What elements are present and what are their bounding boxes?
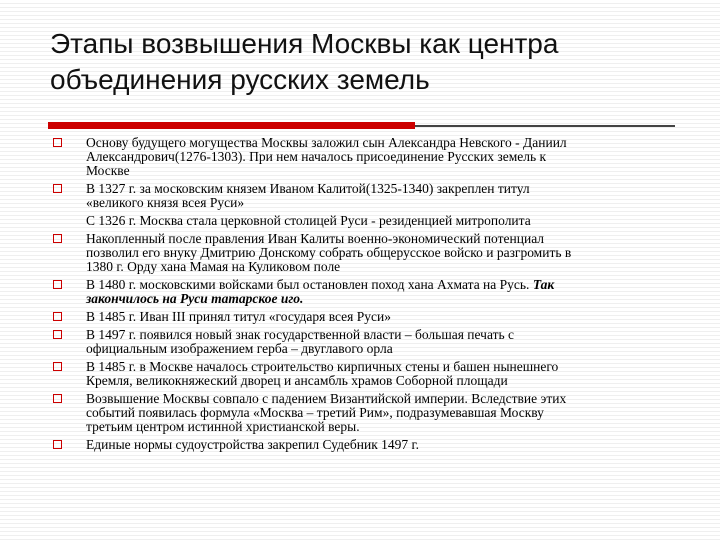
list-item-9 xyxy=(52,392,672,434)
square-bullet-icon xyxy=(53,138,62,147)
item-text-line: официальным изображением герба – двуглавого орла xyxy=(86,341,393,356)
list-item-7 xyxy=(52,328,672,356)
item-text-line: Москве xyxy=(86,163,130,178)
item-text-line xyxy=(86,278,672,292)
square-bullet-icon xyxy=(53,312,62,321)
list-item-2 xyxy=(52,182,672,210)
item-text-line: Возвышение Москвы совпало с падением Византийской империи. Вследствие этих xyxy=(86,391,567,406)
item-text-line: 1380 г. Орду хана Мамая на Куликовом поле xyxy=(86,259,341,274)
list-item-10 xyxy=(52,438,672,452)
list-item-1 xyxy=(52,136,672,178)
item-text-line: событий появилась формула «Москва – третий Рим», подразумевавшая Москву xyxy=(86,405,544,420)
square-bullet-icon xyxy=(53,362,62,371)
square-bullet-icon xyxy=(53,184,62,193)
item-text-line: В 1485 г. в Москве началось строительство кирпичных стены и башен нынешнего xyxy=(86,359,559,374)
item-text-line: Единые нормы судоустройства закрепил Судебник 1497 г. xyxy=(86,437,419,452)
square-bullet-icon xyxy=(53,394,62,403)
item-text-line: В 1497 г. появился новый знак государственной власти – большая печать с xyxy=(86,327,515,342)
page-title xyxy=(50,26,690,98)
square-bullet-icon xyxy=(53,234,62,243)
title-underline-rule xyxy=(415,125,675,127)
item-text-emphasis: закончилось на Руси татарское иго. xyxy=(86,291,304,306)
square-bullet-icon xyxy=(53,440,62,449)
item-text-line: В 1327 г. за московским князем Иваном Калитой(1325-1340) закреплен титул xyxy=(86,181,530,196)
item-text-line: Александрович(1276-1303). При нем началось присоединение Русских земель к xyxy=(86,149,547,164)
square-bullet-icon xyxy=(53,280,62,289)
square-bullet-icon xyxy=(53,330,62,339)
list-item-6 xyxy=(52,310,672,324)
item-text-line: Накопленный после правления Иван Калиты военно-экономический потенциал xyxy=(86,231,545,246)
item-text-line: позволил его внуку Дмитрию Донскому собрать общерусское войско и разгромить в xyxy=(86,245,572,260)
item-text-plain: В 1480 г. московскими войсками был остановлен поход хана Ахмата на Русь. xyxy=(86,277,533,292)
list-item-3 xyxy=(52,214,672,228)
item-text-line: В 1485 г. Иван III принял титул «государя всея Руси» xyxy=(86,309,391,324)
item-text-line: Кремля, великокняжеский дворец и ансамбль храмов Соборной площади xyxy=(86,373,508,388)
item-text-line: третьим центром истинной христианской веры. xyxy=(86,419,360,434)
list-item-4 xyxy=(52,232,672,274)
list-item-5 xyxy=(52,278,672,306)
list-item-8 xyxy=(52,360,672,388)
item-text-line: «великого князя всея Руси» xyxy=(86,195,245,210)
bullet-list xyxy=(52,136,672,452)
title-line-2: объединения русских земель xyxy=(50,64,430,95)
item-text-emphasis: Так xyxy=(532,277,555,292)
item-text-line: С 1326 г. Москва стала церковной столицей Руси - резиденцией митрополита xyxy=(86,213,531,228)
title-underline-accent xyxy=(48,122,415,129)
item-text-line: Основу будущего могущества Москвы заложил сын Александра Невского - Даниил xyxy=(86,135,567,150)
title-line-1: Этапы возвышения Москвы как центра xyxy=(50,28,559,59)
